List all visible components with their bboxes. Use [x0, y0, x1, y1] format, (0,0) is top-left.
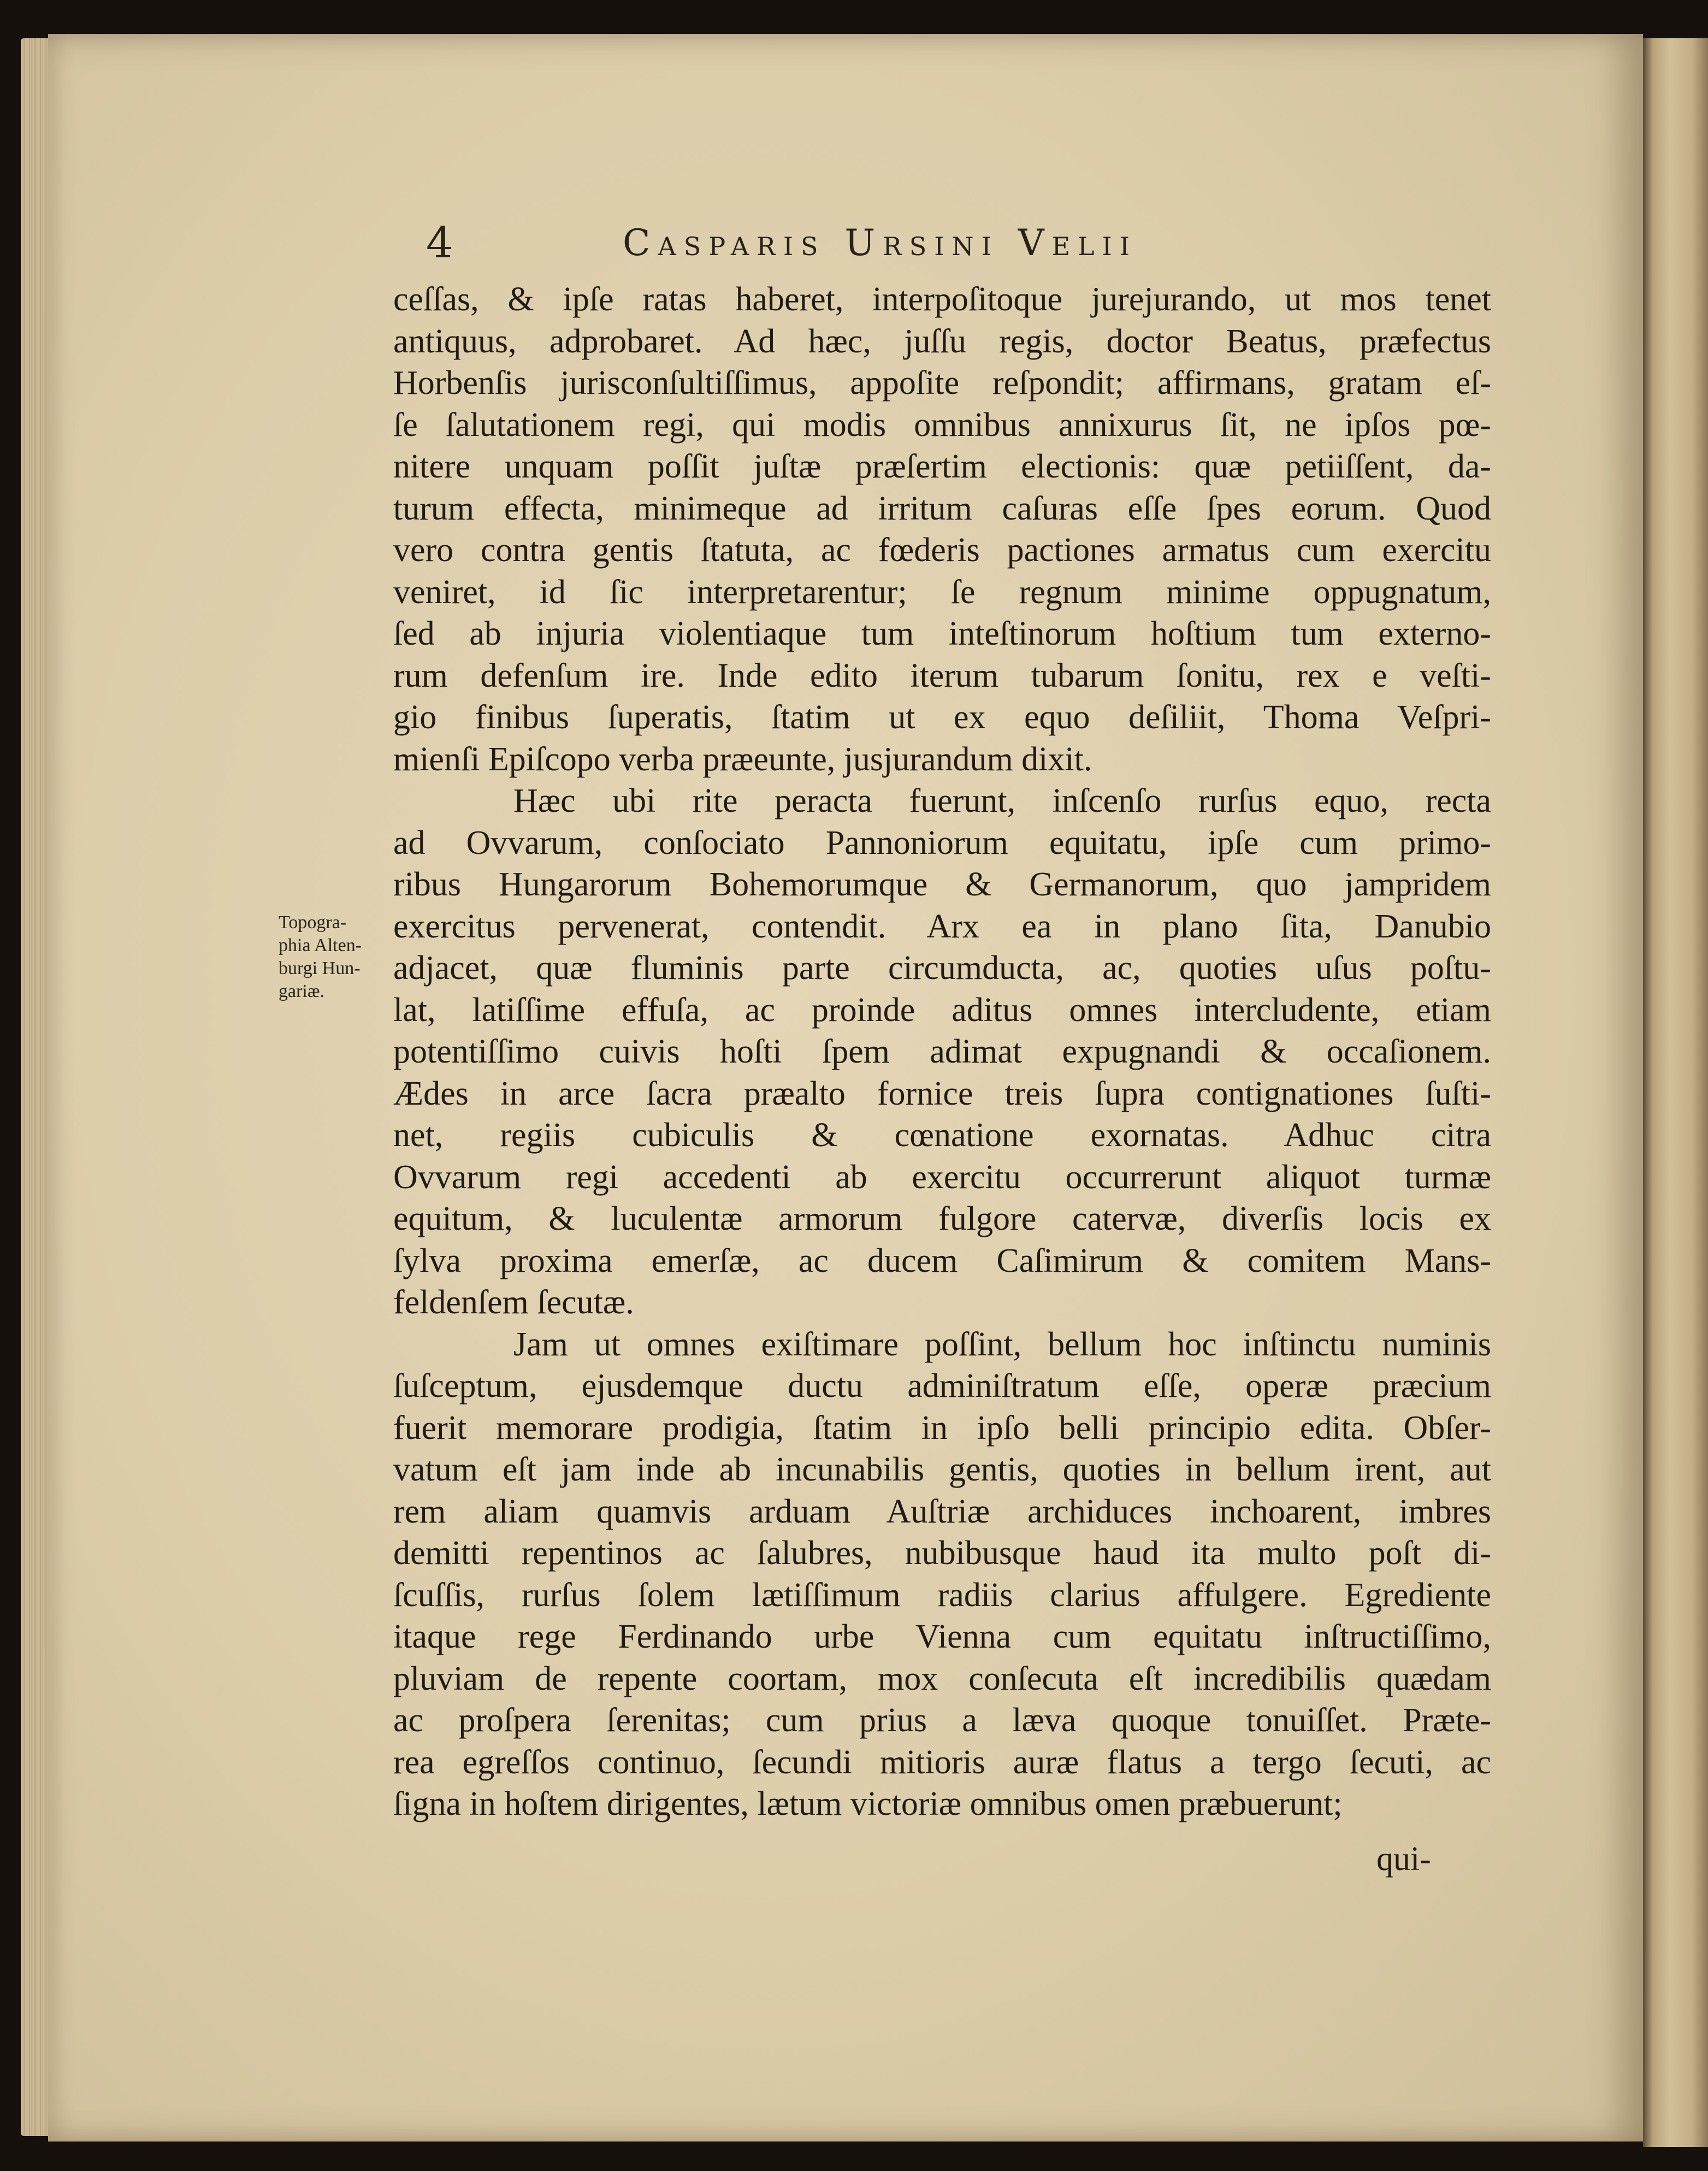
text-line: ac proſpera ſerenitas; cum prius a læva quoque tonuiſſet. Præte- — [393, 1702, 1491, 1739]
text-line: Horbenſis jurisconſultiſſimus, appoſite reſpondit; affirmans, gratam eſ- — [393, 364, 1491, 402]
text-line: potentiſſimo cuivis hoſti ſpem adimat expugnandi & occaſionem. — [393, 1033, 1491, 1070]
text-line: ſed ab injuria violentiaque tum inteſtinorum hoſtium tum externo- — [393, 615, 1491, 652]
text-line: ribus Hungarorum Bohemorumque & Germanorum, quo jampridem — [393, 866, 1491, 903]
text-line: vero contra gentis ſtatuta, ac fœderis pactiones armatus cum exercitu — [393, 532, 1491, 569]
text-line: rea egreſſos continuo, ſecundi mitioris auræ flatus a tergo ſecuti, ac — [393, 1743, 1491, 1781]
text-line: lat, latiſſime effuſa, ac proinde aditus omnes intercludente, etiam — [393, 991, 1491, 1029]
marginal-note-line: phia Alten- — [279, 935, 362, 955]
text-line: rum defenſum ire. Inde edito iterum tubarum ſonitu, rex e veſti- — [393, 657, 1491, 694]
text-line: feldenſem ſecutæ. — [393, 1284, 634, 1321]
text-line: vatum eſt jam inde ab incunabilis gentis, quoties in bellum irent, aut — [393, 1451, 1491, 1488]
text-line: turum effecta, minimeque ad irritum caſuras eſſe ſpes eorum. Quod — [393, 489, 1491, 527]
marginal-note-line: Topogra- — [279, 912, 347, 933]
page-edge-right — [1643, 38, 1708, 2147]
text-line: nitere unquam poſſit juſtæ præſertim electionis: quæ petiiſſent, da- — [393, 448, 1491, 485]
text-line: ſcuſſis, rurſus ſolem lætiſſimum radiis clarius affulgere. Egrediente — [393, 1576, 1491, 1614]
marginal-note-line: burgi Hun- — [279, 958, 360, 978]
text-line: Ovvarum regi accedenti ab exercitu occurrerunt aliquot turmæ — [393, 1158, 1491, 1196]
text-line: ceſſas, & ipſe ratas haberet, interpoſitoque jurejurando, ut mos tenet — [393, 281, 1491, 318]
text-line: demitti repentinos ac ſalubres, nubibusque haud ita multo poſt di- — [393, 1535, 1491, 1572]
text-line: Ædes in arce ſacra præalto fornice treis ſupra contignationes ſuſti- — [393, 1075, 1491, 1112]
marginal-note-line: gariæ. — [279, 981, 325, 1001]
text-line: adjacet, quæ fluminis parte circumducta, ac, quoties uſus poſtu- — [393, 949, 1491, 987]
text-line: rem aliam quamvis arduam Auſtriæ archiduces inchoarent, imbres — [393, 1492, 1491, 1530]
text-line: ſigna in hoſtem dirigentes, lætum victoriæ omnibus omen præbuerunt; — [393, 1785, 1343, 1822]
text-line: net, regiis cubiculis & cœnatione exornatas. Adhuc citra — [393, 1117, 1491, 1154]
text-line: gio finibus ſuperatis, ſtatim ut ex equo deſiliit, Thoma Veſpri- — [393, 699, 1491, 736]
text-line: veniret, id ſic interpretarentur; ſe regnum minime oppugnatum, — [393, 573, 1491, 611]
text-line: mienſi Epiſcopo verba præeunte, jusjurandum dixit. — [393, 740, 1092, 778]
text-line: ſylva proxima emerſæ, ac ducem Caſimirum & comitem Mans- — [393, 1242, 1491, 1279]
text-line: equitum, & luculentæ armorum fulgore catervæ, diverſis locis ex — [393, 1200, 1491, 1237]
text-line: ad Ovvarum, conſociato Pannoniorum equitatu, ipſe cum primo- — [393, 824, 1491, 862]
page-header — [393, 216, 1529, 276]
text-line: fuerit memorare prodigia, ſtatim in ipſo belli principio edita. Obſer- — [393, 1409, 1491, 1447]
text-line: antiquus, adprobaret. Ad hæc, juſſu regis, doctor Beatus, præfectus — [393, 322, 1491, 360]
text-line: itaque rege Ferdinando urbe Vienna cum equitatu inſtructiſſimo, — [393, 1618, 1491, 1655]
body-text — [393, 279, 1491, 1825]
text-line: ſe ſalutationem regi, qui modis omnibus annixurus ſit, ne ipſos pœ- — [393, 406, 1491, 444]
catchword: qui- — [1376, 1840, 1431, 1878]
text-line: Jam ut omnes exiſtimare poſſint, bellum hoc inſtinctu numinis — [513, 1325, 1491, 1363]
page-number: 4 — [426, 219, 453, 268]
running-head: Casparis Ursini Velii — [623, 222, 1137, 264]
text-line: exercitus pervenerat, contendit. Arx ea in plano ſita, Danubio — [393, 907, 1491, 945]
text-line: ſuſceptum, ejusdemque ductu adminiſtratum eſſe, operæ præcium — [393, 1367, 1491, 1405]
text-line: Hæc ubi rite peracta fuerunt, inſcenſo rurſus equo, recta — [513, 782, 1491, 819]
text-line: pluviam de repente coortam, mox conſecuta eſt incredibilis quædam — [393, 1660, 1491, 1697]
marginal-note — [279, 911, 399, 1003]
